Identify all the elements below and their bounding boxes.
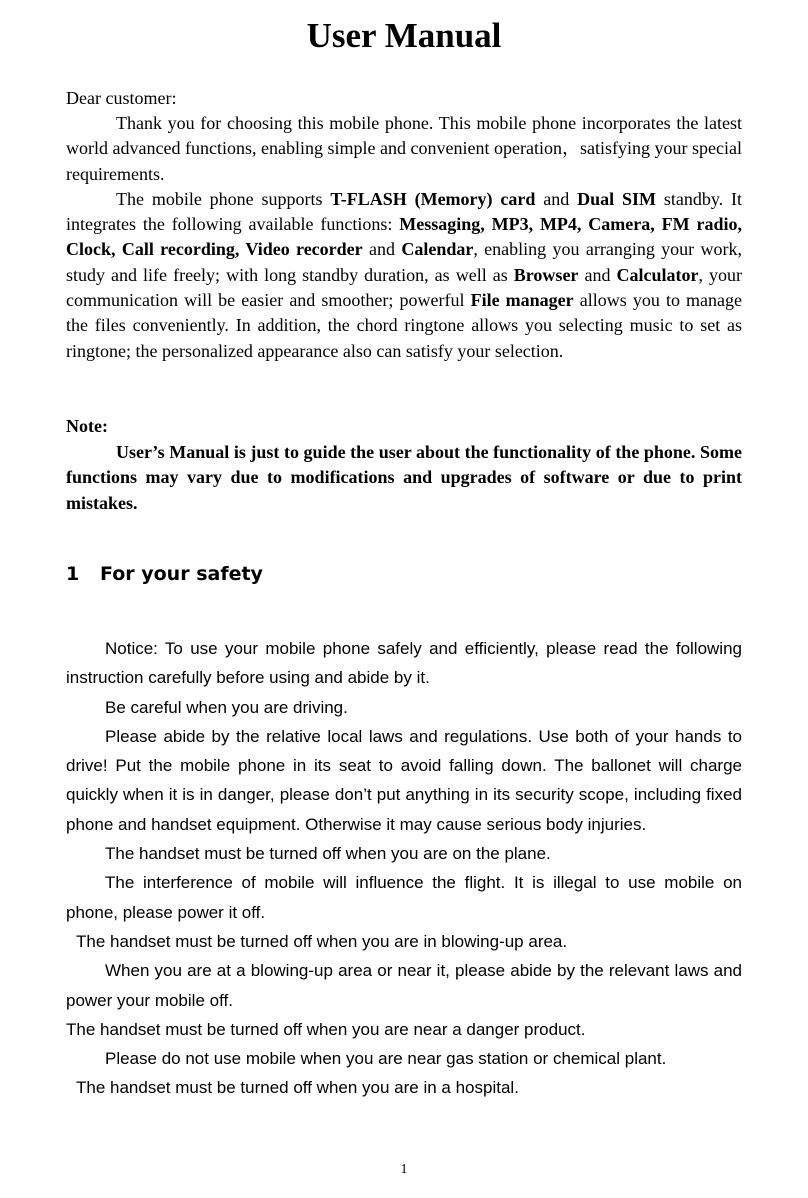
page-number: 1	[400, 1162, 408, 1177]
section-number: 1	[66, 563, 80, 585]
safety-paragraph: Be careful when you are driving.	[105, 697, 348, 717]
intro-paragraph-2	[66, 187, 742, 364]
intro-feature: Calendar	[401, 239, 474, 260]
intro-text: The mobile phone supports	[116, 188, 331, 209]
intro-text: allows you to manage the files conveniently. In addition, the chord ringtone allows you selecting music to set as ringtone; the personalized appearance also can satisfy your selection.	[66, 290, 743, 361]
intro-text: , enabling you arranging your work, study and life freely; with long standby duration, as well as	[66, 239, 742, 285]
intro-feature: Dual SIM	[577, 188, 656, 209]
greeting: Dear customer:	[66, 88, 177, 108]
intro-feature: T-FLASH (Memory) card	[330, 188, 536, 209]
safety-paragraph: The handset must be turned off when you are in blowing-up area.	[76, 931, 568, 951]
safety-paragraph: The handset must be turned off when you are near a danger product.	[66, 1019, 586, 1039]
page-title: User Manual	[306, 16, 502, 55]
intro-feature: File manager	[470, 290, 574, 311]
intro-feature: Browser	[513, 264, 579, 285]
intro-feature: Messaging, MP3, MP4, Camera, FM radio, Clock, Call recording, Video recorder	[66, 214, 742, 260]
safety-paragraph: Notice: To use your mobile phone safely and efficiently, please read the following instruction carefully before using and abide by it.	[66, 639, 742, 688]
section-heading	[66, 560, 742, 588]
safety-paragraph: When you are at a blowing-up area or near it, please abide by the relevant laws and power your mobile off.	[66, 961, 742, 1010]
intro-text: and	[535, 188, 578, 209]
safety-paragraph: Please abide by the relative local laws and regulations. Use both of your hands to drive! Put the mobile phone in its seat to avoid falling down. The ballonet will charge quickly when it is in danger, please don’t put anything in its security scope, including fixed phone and handset equipment. Otherwise it may cause serious body injuries.	[66, 726, 742, 834]
section-title: For your safety	[100, 563, 263, 585]
intro-text: standby. It integrates the following available functions:	[66, 188, 742, 235]
safety-section	[66, 634, 742, 1103]
intro-feature: Calculator	[616, 264, 699, 285]
safety-paragraph: The handset must be turned off when you are on the plane.	[105, 844, 551, 864]
intro-text: and	[362, 239, 402, 260]
safety-paragraph: The handset must be turned off when you are in a hospital.	[76, 1078, 519, 1098]
intro-paragraph-1: Thank you for choosing this mobile phone. This mobile phone incorporates the latest world advanced functions, enabling simple and convenient operation，satisfying your special requirements.	[66, 113, 742, 184]
note-heading: Note:	[66, 416, 108, 436]
safety-paragraph: Please do not use mobile when you are near gas station or chemical plant.	[105, 1049, 667, 1069]
safety-paragraph: The interference of mobile will influence the flight. It is illegal to use mobile on phone, please power it off.	[66, 873, 742, 922]
note-body: User’s Manual is just to guide the user about the functionality of the phone. Some functions may vary due to modifications and upgrades of software or due to print mistakes.	[66, 442, 742, 513]
intro-text: , your communication will be easier and smoother; powerful	[66, 264, 742, 311]
intro-section	[66, 111, 742, 364]
intro-text: and	[578, 264, 617, 285]
